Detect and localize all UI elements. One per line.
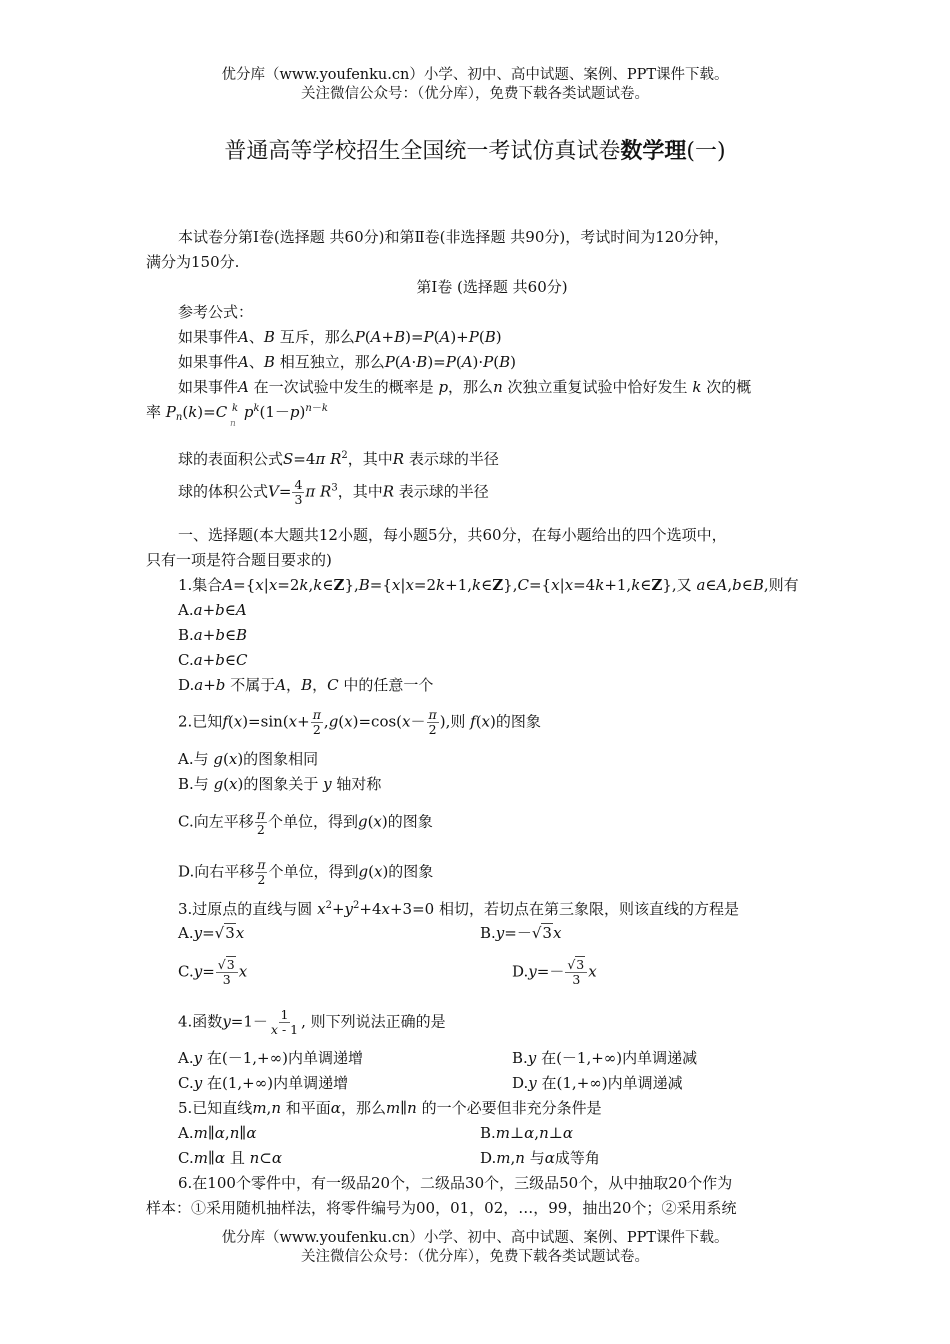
q1-option-c: C.a+b∈C (178, 651, 248, 669)
q5-option-c: C.m∥α 且 n⊂α (178, 1149, 282, 1167)
q4-option-c: C.y 在(1,+∞)内单调递增 (178, 1074, 349, 1092)
q5-option-b: B.m⊥α,n⊥α (480, 1124, 573, 1142)
title-bold: 数学理 (620, 138, 687, 164)
q3-stem: 3.过原点的直线与圆 $x^2+y^2+4x+3=0$ 相切，若切点在第三象限，则该直线的方程是 (178, 900, 739, 918)
formula-binomial-1: 如果事件A 在一次试验中发生的概率是 p，那么n 次独立重复试验中恰好发生 k 次的概 (178, 378, 752, 396)
q1-option-d: D.a+b 不属于A，B，C 中的任意一个 (178, 676, 434, 694)
q1-stem: 1.集合A={x|x=2k,k∈Z},B={x|x=2k+1,k∈Z},C={x|x=4k+1,k∈Z},又 a∈A,b∈B,则有 (178, 576, 799, 594)
q5-option-d: D.m,n 与α成等角 (480, 1149, 600, 1167)
formula-exclusive: 如果事件A、B 互斥，那么P(A+B)=P(A)+P(B) (178, 328, 502, 346)
q2-option-d: D.向右平移 $\frac{\pi}{2}$ 个单位，得到g(x)的图象 (178, 857, 434, 887)
header-line-2: 关注微信公众号：（优分库），免费下载各类试题试卷。 (301, 86, 649, 102)
title-normal: 普通高等学校招生全国统一考试仿真试卷 (224, 139, 621, 164)
formula-sphere-volume: 球的体积公式V= $\frac{4}{3}$ π $R^3$，其中R 表示球的半径 (178, 477, 489, 507)
q2-option-c: C.向左平移 $\frac{\pi}{2}$ 个单位，得到g(x)的图象 (178, 807, 433, 837)
q2-option-a: A.与 g(x)的图象相同 (178, 750, 319, 768)
q4-option-b: B.y 在(－1,+∞)内单调递减 (512, 1049, 698, 1067)
intro-line-2: 满分为150分. (146, 253, 240, 271)
q3-option-a: A.y=√3x (178, 924, 245, 942)
formula-ref: 参考公式： (178, 303, 254, 321)
part1-line-1: 一、选择题(本大题共12小题，每小题5分，共60分，在每小题给出的四个选项中， (178, 526, 727, 544)
q3-option-c: C.y= $\frac{√3}{3}$ x (178, 957, 248, 987)
q6-line-2: 样本：①采用随机抽样法，将零件编号为00，01，02，…，99，抽出20个；②采用系统 (146, 1199, 737, 1217)
q2-option-b: B.与 g(x)的图象关于 y 轴对称 (178, 775, 382, 793)
q4-stem: 4.函数y=1－ $\frac{1}{x - 1}$ , 则下列说法正确的是 (178, 1007, 446, 1037)
formula-sphere-area: 球的表面积公式S=4π $R^2$，其中R 表示球的半径 (178, 450, 499, 468)
page-title (0, 134, 950, 165)
footer-line-2: 关注微信公众号：（优分库），免费下载各类试题试卷。 (301, 1249, 649, 1265)
q6-line-1: 6.在100个零件中，有一级品20个，二级品30个，三级品50个，从中抽取20个作为 (178, 1174, 733, 1192)
q4-option-d: D.y 在(1,+∞)内单调递减 (512, 1074, 683, 1092)
q5-stem: 5.已知直线m,n 和平面α，那么m∥n 的一个必要但非充分条件是 (178, 1099, 602, 1117)
q2-stem: 2.已知f(x)=sin(x+ $\frac{\pi}{2}$ ,g(x)=cos(x－ $\frac{\pi}{2}$ ),则 f(x)的图象 (178, 707, 541, 737)
q5-option-a: A.m∥α,n∥α (178, 1124, 257, 1142)
formula-independent: 如果事件A、B 相互独立，那么P(A·B)=P(A)·P(B) (178, 353, 516, 371)
footer-line-1: 优分库（www.youfenku.cn）小学、初中、高中试题、案例、PPT课件下载。 (221, 1230, 729, 1246)
formula-binomial-2: 率 $P_n(k)=C$ $^k_np^k(1-p)^{n-k}$ (146, 403, 328, 429)
q1-option-b: B.a+b∈B (178, 626, 248, 644)
section-heading: 第Ⅰ卷 (选择题 共60分) (416, 278, 568, 296)
intro-line-1: 本试卷分第Ⅰ卷(选择题 共60分)和第Ⅱ卷(非选择题 共90分)，考试时间为120分钟， (178, 228, 729, 246)
part1-line-2: 只有一项是符合题目要求的) (146, 551, 332, 569)
header-line-1: 优分库（www.youfenku.cn）小学、初中、高中试题、案例、PPT课件下载。 (221, 67, 729, 83)
frac-four-thirds: $\frac{4}{3}$ (294, 477, 303, 507)
q4-option-a: A.y 在(－1,+∞)内单调递增 (178, 1049, 363, 1067)
q1-option-a: A.a+b∈A (178, 601, 247, 619)
q3-option-b: B.y=－√3x (480, 924, 562, 942)
title-suffix: (一) (686, 139, 726, 164)
q3-option-d: D.y=－ $\frac{√3}{3}$ x (512, 957, 597, 987)
